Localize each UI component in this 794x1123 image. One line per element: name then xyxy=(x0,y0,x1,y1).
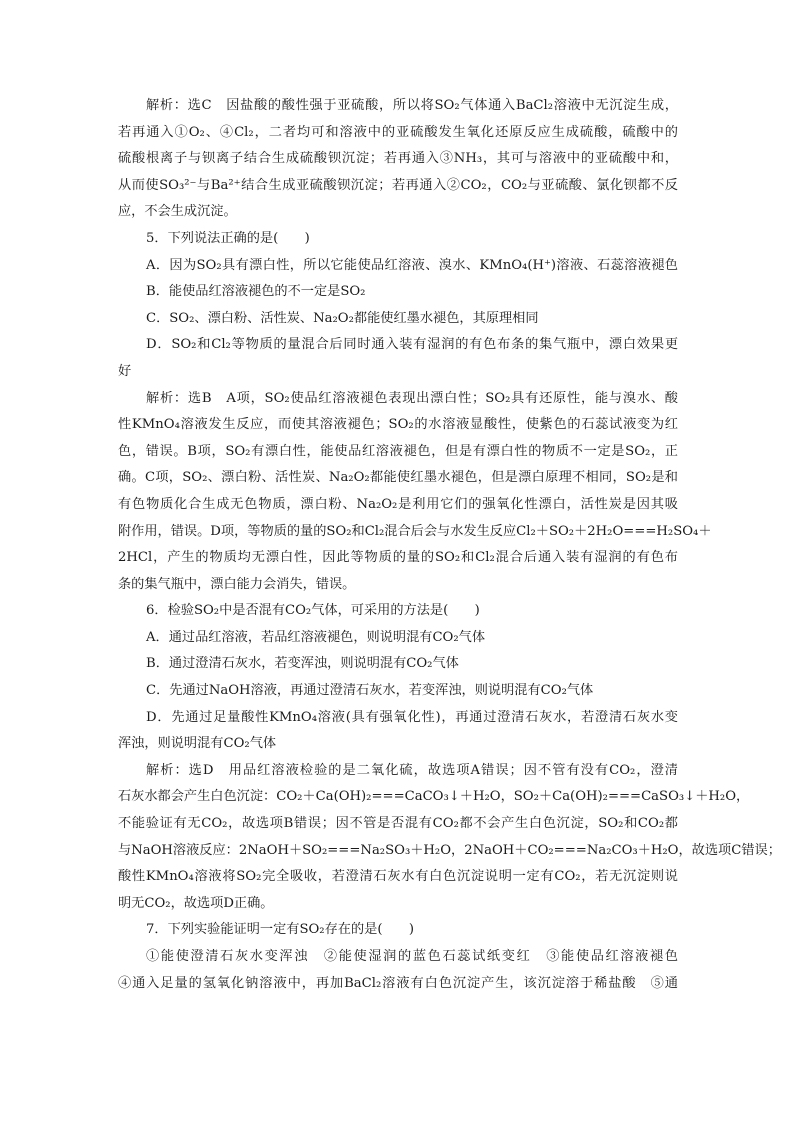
question-6 xyxy=(118,598,678,625)
text-line: 若再通入①O₂、④Cl₂，二者均可和溶液中的亚硫酸发生氧化还原反应生成硫酸，硫酸中的 xyxy=(118,124,678,140)
question-stem: 7．下列实验能证明一定有SO₂存在的是( ) xyxy=(146,922,414,938)
option-line: B．通过澄清石灰水，若变浑浊，则说明混有CO₂气体 xyxy=(146,656,459,672)
text-line: 2HCl，产生的物质均无漂白性，因此等物质的量的SO₂和Cl₂混合后通入装有湿润的有色布 xyxy=(118,550,678,566)
option-line: C．SO₂、漂白粉、活性炭、Na₂O₂都能使红墨水褪色，其原理相同 xyxy=(146,310,539,326)
option-line: C．先通过NaOH溶液，再通过澄清石灰水，若变浑浊，则说明混有CO₂气体 xyxy=(146,683,594,699)
text-line: 有色物质化合生成无色物质，漂白粉、Na₂O₂是利用它们的强氧化性漂白，活性炭是因其吸 xyxy=(118,496,678,512)
text-line: 石灰水都会产生白色沉淀：CO₂＋Ca(OH)₂===CaCO₃↓＋H₂O，SO₂＋Ca(OH)₂===CaSO₃↓＋H₂O， xyxy=(118,789,750,805)
option-line: A．通过品红溶液，若品红溶液褪色，则说明混有CO₂气体 xyxy=(146,629,486,645)
answer-5-analysis xyxy=(118,386,712,599)
option-line: 浑浊，则说明混有CO₂气体 xyxy=(118,736,277,752)
text-line: 酸性KMnO₄溶液将SO₂完全吸收，若澄清石灰水有白色沉淀说明一定有CO₂，若无沉淀则说 xyxy=(118,869,678,885)
text-line: 不能验证有无CO₂，故选项B错误；因不管是否混有CO₂都不会产生白色沉淀，SO₂和CO₂都 xyxy=(118,816,678,832)
text-line: 条的集气瓶中，漂白能力会消失，错误。 xyxy=(118,576,356,592)
question-5-option-d xyxy=(118,332,678,385)
text-line: 确。C项，SO₂、漂白粉、活性炭、Na₂O₂都能使红墨水褪色，但是漂白原理不相同，SO₂是和 xyxy=(118,470,678,486)
question-stem: 5．下列说法正确的是( ) xyxy=(146,230,310,246)
text-line: 与NaOH溶液反应：2NaOH＋SO₂===Na₂SO₃＋H₂O，2NaOH＋CO₂===Na₂CO₃＋H₂O，故选项C错误； xyxy=(118,842,781,858)
question-7 xyxy=(118,917,678,944)
document-page xyxy=(118,93,781,997)
question-5-option-b xyxy=(118,279,678,306)
option-line: 好 xyxy=(118,363,132,379)
question-6-option-c xyxy=(118,678,678,705)
text-line: 明无CO₂，故选项D正确。 xyxy=(118,895,274,911)
question-6-option-b xyxy=(118,651,678,678)
option-line: D．先通过足量酸性KMnO₄溶液(具有强氧化性)，再通过澄清石灰水，若澄清石灰水变 xyxy=(146,709,678,725)
question-stem: 6．检验SO₂中是否混有CO₂气体，可采用的方法是( ) xyxy=(146,603,480,619)
question-6-option-a xyxy=(118,625,678,652)
question-6-option-d xyxy=(118,705,678,758)
question-7-statements xyxy=(118,944,678,997)
option-line: B．能使品红溶液褪色的不一定是SO₂ xyxy=(146,284,366,300)
answer-6-analysis xyxy=(118,758,781,918)
option-line: D．SO₂和Cl₂等物质的量混合后同时通入装有湿润的有色布条的集气瓶中，漂白效果更 xyxy=(146,337,678,353)
question-5 xyxy=(118,226,678,253)
text-line: 附作用，错误。D项，等物质的量的SO₂和Cl₂混合后会与水发生反应Cl₂＋SO₂＋2H₂O===H₂SO₄＋ xyxy=(118,523,712,539)
question-5-option-c xyxy=(118,306,678,333)
text-line: 色，错误。B项，SO₂有漂白性，能使品红溶液褪色，但是有漂白性的物质不一定是SO₂，正 xyxy=(118,443,678,459)
text-line: 应，不会生成沉淀。 xyxy=(118,204,237,220)
text-line: 解析：选B A项，SO₂使品红溶液褪色表现出漂白性；SO₂具有还原性，能与溴水、酸 xyxy=(146,390,678,406)
option-line: A．因为SO₂具有漂白性，所以它能使品红溶液、溴水、KMnO₄(H⁺)溶液、石蕊溶液褪色 xyxy=(146,257,678,273)
text-line: 从而使SO₃²⁻与Ba²⁺结合生成亚硫酸钡沉淀；若再通入②CO₂，CO₂与亚硫酸、氯化钡都不反 xyxy=(118,177,678,193)
statement-line: ①能使澄清石灰水变浑浊 ②能使湿润的蓝色石蕊试纸变红 ③能使品红溶液褪色 xyxy=(146,949,678,964)
text-line: 解析：选C 因盐酸的酸性强于亚硫酸，所以将SO₂气体通入BaCl₂溶液中无沉淀生成， xyxy=(146,98,678,113)
question-5-option-a xyxy=(118,253,678,280)
statement-line: ④通入足量的氢氧化钠溶液中，再加BaCl₂溶液有白色沉淀产生，该沉淀溶于稀盐酸 ⑤通 xyxy=(118,975,678,991)
text-line: 解析：选D 用品红溶液检验的是二氧化硫，故选项A错误；因不管有没有CO₂，澄清 xyxy=(146,762,678,778)
text-line: 性KMnO₄溶液发生反应，而使其溶液褪色；SO₂的水溶液显酸性，使紫色的石蕊试液变为红 xyxy=(118,417,678,433)
answer-4-analysis xyxy=(118,93,678,226)
text-line: 硫酸根离子与钡离子结合生成硫酸钡沉淀；若再通入③NH₃，其可与溶液中的亚硫酸中和， xyxy=(118,151,678,167)
